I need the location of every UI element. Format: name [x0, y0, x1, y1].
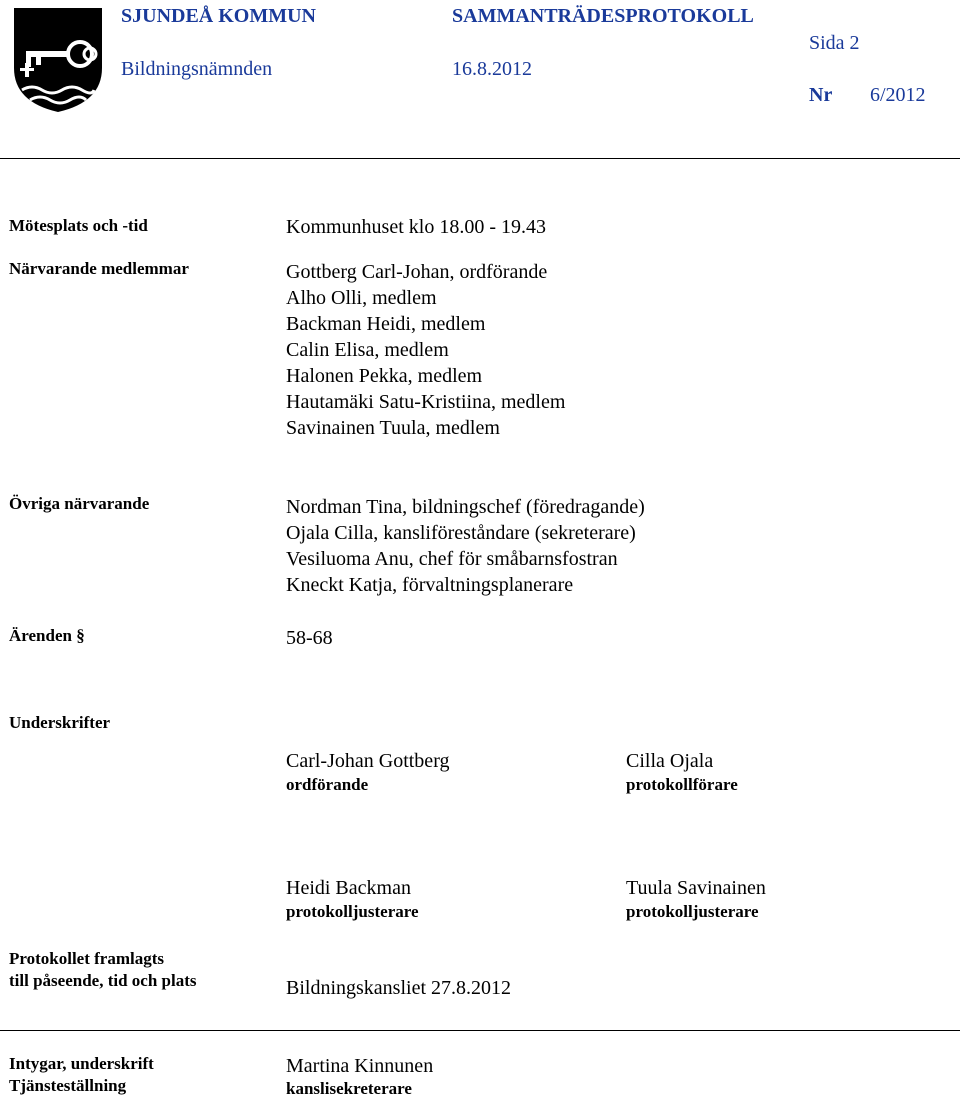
- signature-name: Cilla Ojala: [626, 750, 714, 772]
- signature-name: Carl-Johan Gottberg: [286, 750, 450, 772]
- municipality-name: SJUNDEÅ KOMMUN: [121, 5, 316, 27]
- document-type: SAMMANTRÄDESPROTOKOLL: [452, 5, 754, 27]
- municipal-coat-of-arms-logo: [12, 6, 104, 114]
- header-divider: [0, 158, 960, 159]
- protocol-number-label: Nr: [809, 84, 833, 106]
- other-item: Ojala Cilla, kansliföreståndare (sekreterare): [286, 522, 636, 544]
- page-number: Sida 2: [809, 32, 860, 54]
- member-item: Hautamäki Satu-Kristiina, medlem: [286, 391, 566, 413]
- meeting-date: 16.8.2012: [452, 58, 532, 80]
- signature-role: protokollförare: [626, 775, 738, 794]
- protocol-number-value: 6/2012: [870, 84, 926, 106]
- certificate-label-line2: Tjänsteställning: [9, 1076, 127, 1095]
- signature-role: protokolljusterare: [626, 902, 759, 921]
- board-name: Bildningsnämnden: [121, 58, 273, 80]
- display-value: Bildningskansliet 27.8.2012: [286, 977, 511, 999]
- certificate-divider: [0, 1030, 960, 1031]
- certificate-title: kanslisekreterare: [286, 1079, 412, 1098]
- others-list: [286, 494, 645, 598]
- display-label-line1: Protokollet framlagts: [9, 949, 165, 968]
- signature-role: ordförande: [286, 775, 369, 794]
- others-label: Övriga närvarande: [9, 494, 150, 513]
- signatures-label: Underskrifter: [9, 713, 111, 732]
- items-label: Ärenden §: [9, 626, 85, 645]
- certificate-name: Martina Kinnunen: [286, 1055, 434, 1077]
- other-item: Kneckt Katja, förvaltningsplanerare: [286, 574, 574, 596]
- other-item: Vesiluoma Anu, chef för småbarnsfostran: [286, 548, 618, 570]
- member-item: Alho Olli, medlem: [286, 287, 437, 309]
- member-item: Calin Elisa, medlem: [286, 339, 449, 361]
- certificate-label-line1: Intygar, underskrift: [9, 1054, 154, 1073]
- signature-name: Tuula Savinainen: [626, 877, 766, 899]
- members-list: [286, 259, 565, 441]
- meeting-place-label: Mötesplats och -tid: [9, 216, 148, 235]
- other-item: Nordman Tina, bildningschef (föredragande): [286, 496, 645, 518]
- items-value: 58-68: [286, 627, 333, 649]
- member-item: Savinainen Tuula, medlem: [286, 417, 500, 439]
- signature-role: protokolljusterare: [286, 902, 419, 921]
- member-item: Halonen Pekka, medlem: [286, 365, 483, 387]
- meeting-place-value: Kommunhuset klo 18.00 - 19.43: [286, 216, 546, 238]
- member-item: Backman Heidi, medlem: [286, 313, 486, 335]
- signature-name: Heidi Backman: [286, 877, 411, 899]
- members-label: Närvarande medlemmar: [9, 259, 189, 278]
- display-label-line2: till påseende, tid och plats: [9, 971, 197, 990]
- member-item: Gottberg Carl-Johan, ordförande: [286, 261, 548, 283]
